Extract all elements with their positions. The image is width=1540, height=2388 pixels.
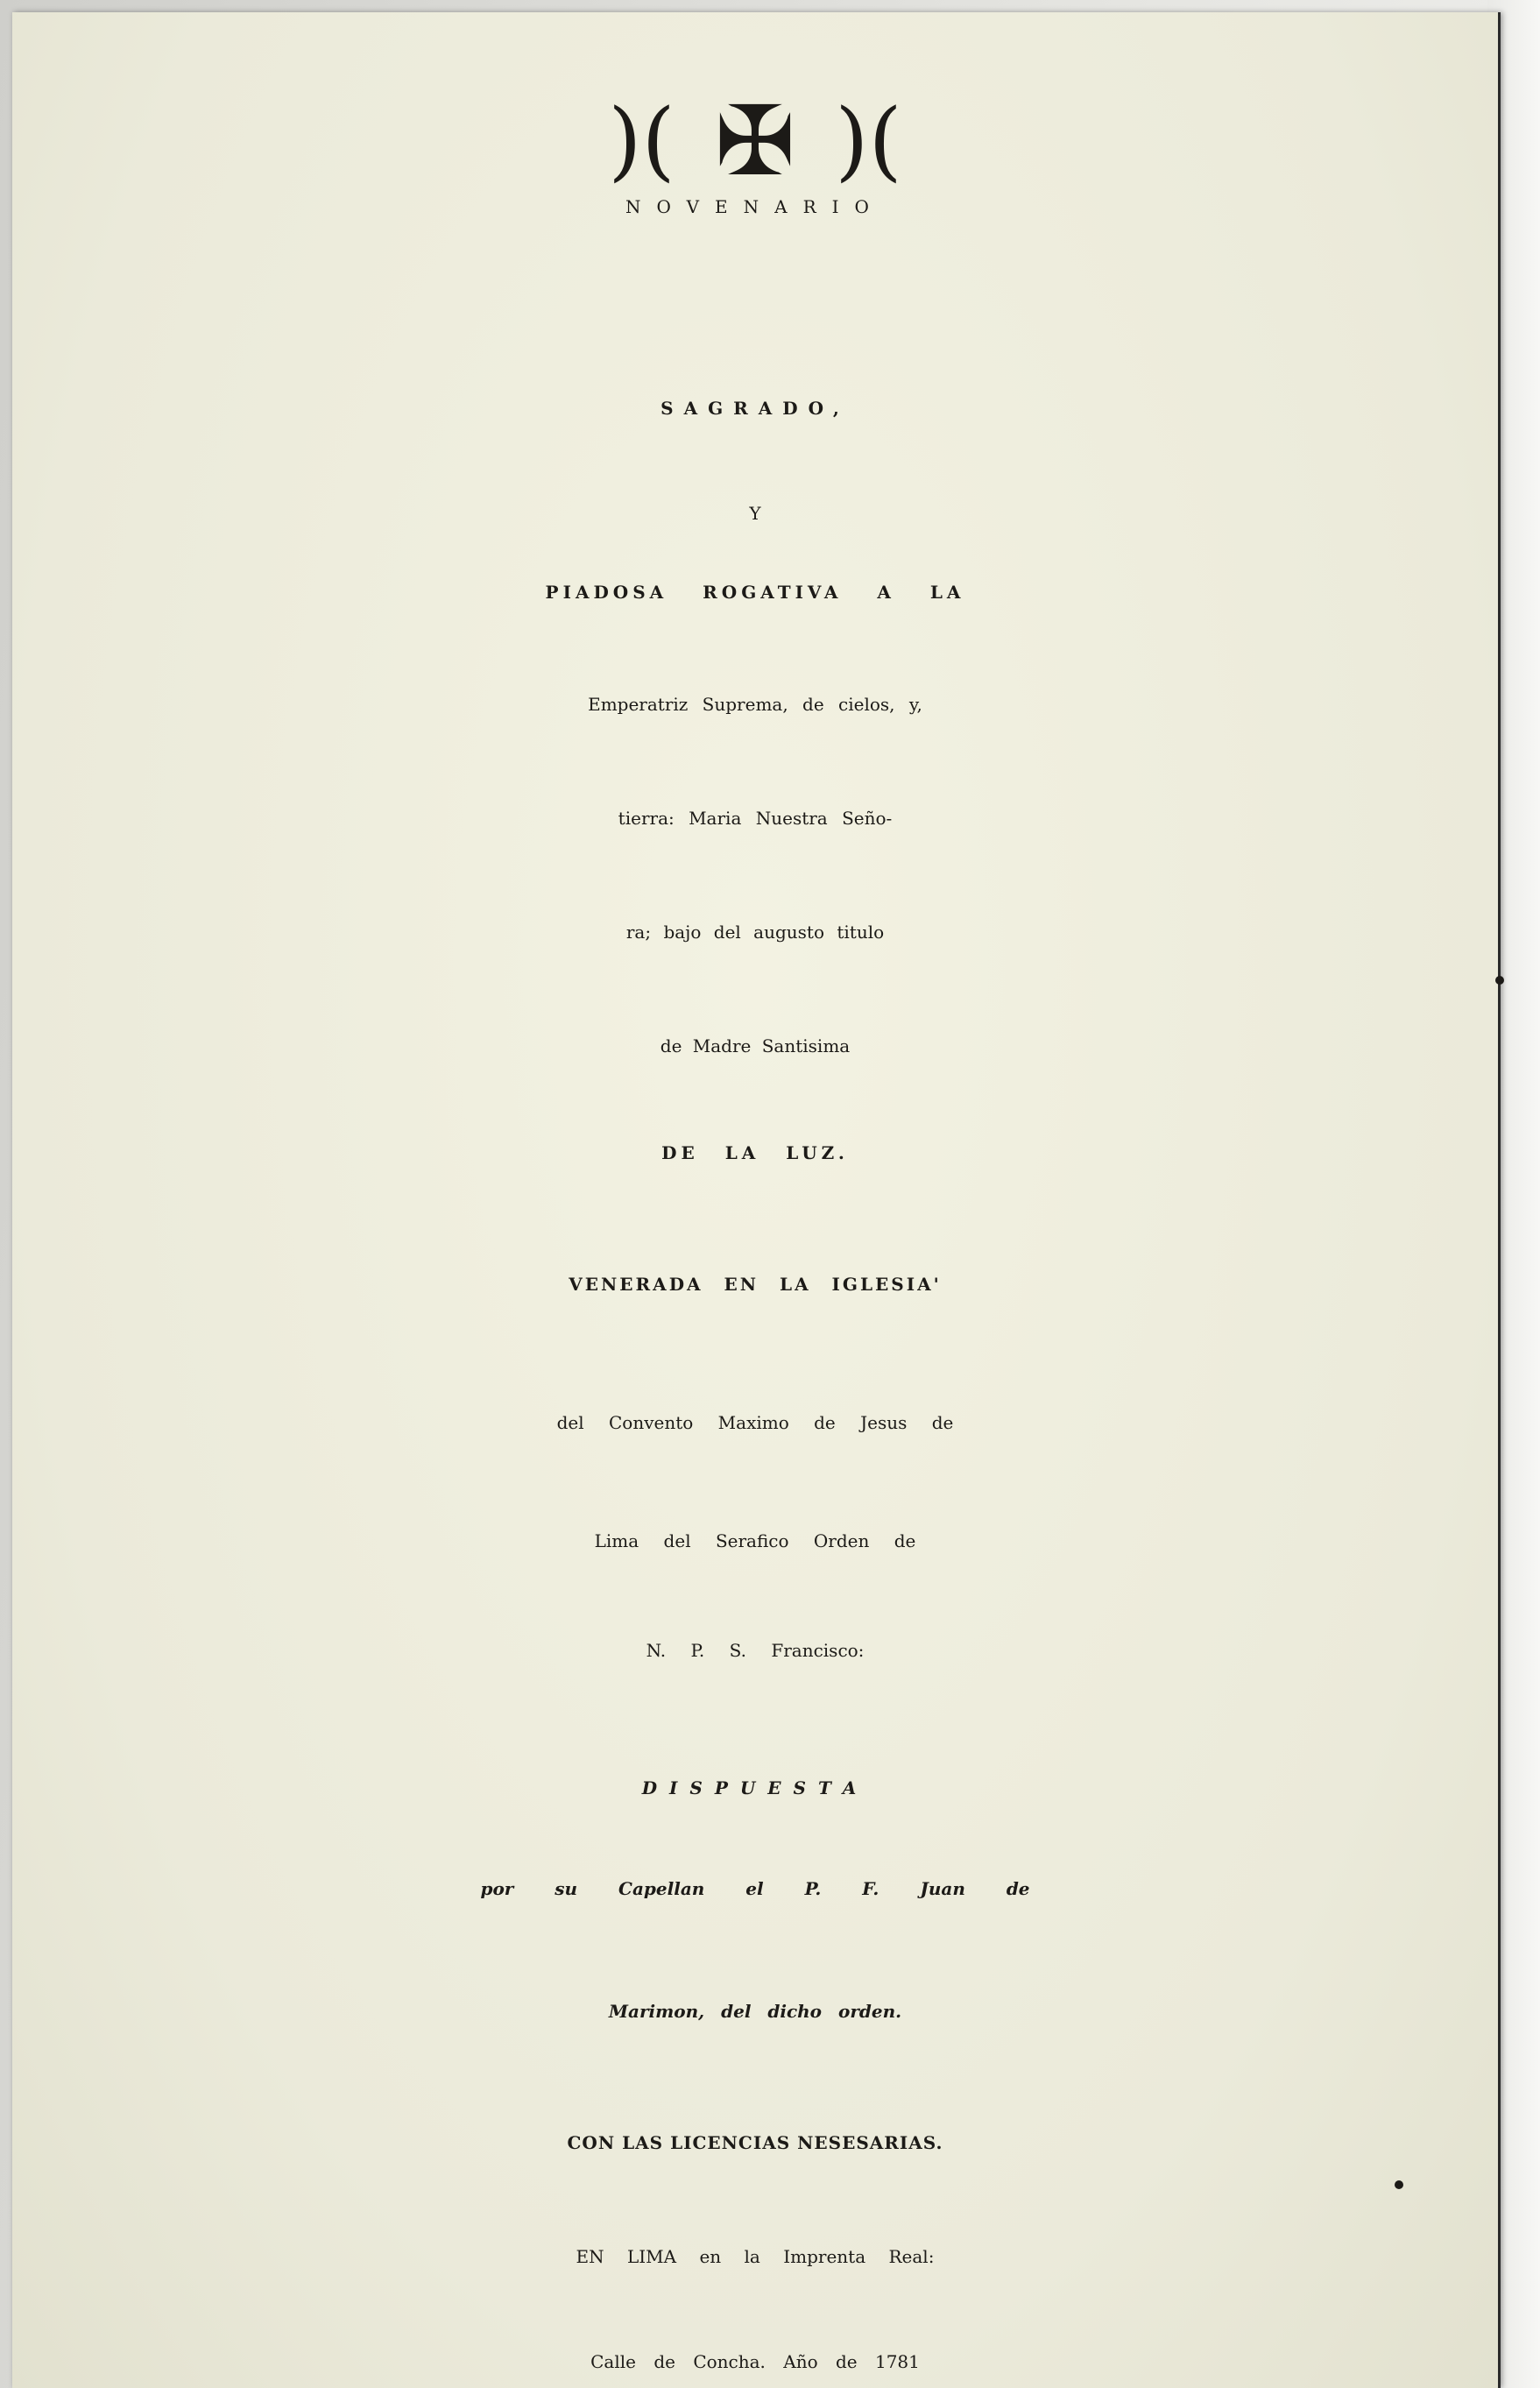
heading-venerada: VENERADA EN LA IGLESIA' xyxy=(569,1274,942,1295)
ornament-left: )( xyxy=(608,90,675,191)
ink-speck xyxy=(1495,976,1504,985)
text-line-tierra: tierra: Maria Nuestra Seño- xyxy=(618,808,893,829)
text-line-titulo: ra; bajo del augusto titulo xyxy=(625,922,885,943)
text-line-lima: Lima del Serafico Orden de xyxy=(594,1530,916,1551)
subtitle-sagrado: SAGRADO, xyxy=(661,398,850,419)
text-line-francisco: N. P. S. Francisco: xyxy=(646,1640,865,1661)
ink-speck xyxy=(1395,2180,1403,2189)
maltese-cross-icon: ✠ xyxy=(714,84,796,197)
author-line-2: Marimon, del dicho orden. xyxy=(608,2001,902,2022)
text-line-convento: del Convento Maximo de Jesus de xyxy=(556,1412,954,1433)
heading-dispuesta: DISPUESTA xyxy=(641,1777,869,1798)
conjunction-y: Y xyxy=(749,503,761,524)
title-page xyxy=(12,12,1501,2388)
page-title: NOVENARIO xyxy=(625,196,885,217)
text-line-madre: de Madre Santisima xyxy=(660,1035,851,1056)
licenses-line: CON LAS LICENCIAS NESESARIAS. xyxy=(567,2132,943,2153)
heading-de-la-luz: DE LA LUZ. xyxy=(661,1142,849,1163)
subtitle-piadosa: PIADOSA ROGATIVA A LA xyxy=(545,582,965,603)
imprint-line: EN LIMA en la Imprenta Real: xyxy=(576,2246,935,2267)
header-ornament xyxy=(12,84,1498,197)
ornament-right: )( xyxy=(835,90,902,191)
text-line-emperatriz: Emperatriz Suprema, de cielos, y, xyxy=(588,694,922,715)
imprint-address-line: Calle de Concha. Año de 1781 xyxy=(590,2351,920,2372)
author-line: por su Capellan el P. F. Juan de xyxy=(480,1878,1030,1899)
